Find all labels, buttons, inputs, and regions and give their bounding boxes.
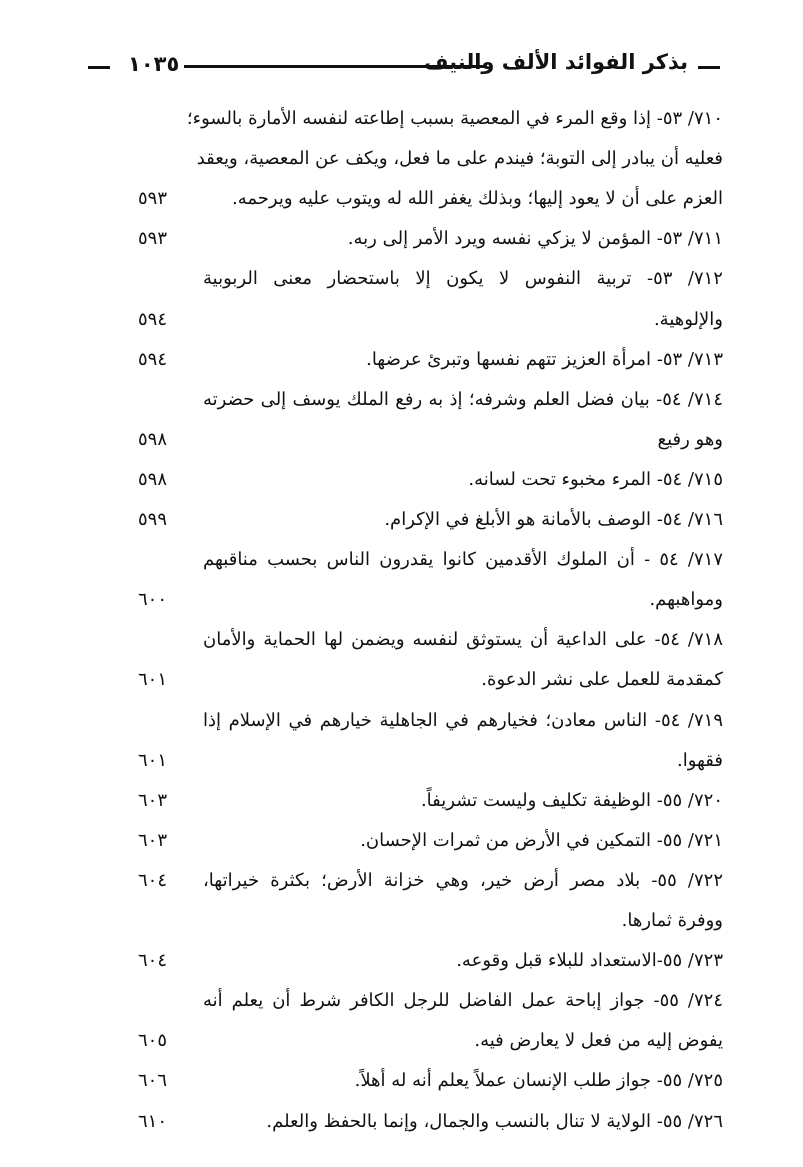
index-line [0, 1061, 803, 1101]
index-page-ref: ٥٩٨ [138, 468, 168, 490]
index-line [0, 460, 803, 500]
page-header [88, 50, 720, 80]
index-page-ref: ٦٠٦ [138, 1070, 168, 1092]
index-line-text: ٧١٨/ ٥٤- على الداعية أن يستوثق لنفسه ويضمن لها الحماية والأمان [203, 629, 723, 651]
index-line-text: ومواهبهم. [649, 589, 723, 611]
index-page-ref: ٥٩٤ [138, 348, 168, 370]
index-line-text: ٧١٦/ ٥٤- الوصف بالأمانة هو الأبلغ في الإكرام. [384, 509, 723, 530]
index-line [0, 300, 803, 340]
index-line-text: ٧١٥/ ٥٤- المرء مخبوء تحت لسانه. [468, 468, 723, 490]
index-page-ref: ٦٠٠ [138, 589, 168, 611]
index-line [0, 179, 803, 219]
index-page-ref: ٦١٠ [138, 1110, 168, 1132]
index-line [0, 1021, 803, 1061]
index-line [0, 500, 803, 540]
index-line [0, 580, 803, 620]
index-line-text: ٧٢٢/ ٥٥- بلاد مصر أرض خير، وهي خزانة الأرض؛ بكثرة خيراتها، [203, 869, 723, 891]
index-line-text: ٧١٧/ ٥٤ - أن الملوك الأقدمين كانوا يقدرون الناس بحسب مناقبهم [203, 549, 723, 571]
index-line-text: ٧٢٦/ ٥٥- الولاية لا تنال بالنسب والجمال، وإنما بالحفظ والعلم. [266, 1110, 723, 1132]
index-line [0, 139, 803, 179]
index-page-ref: ٦٠٤ [138, 869, 168, 891]
index-line [0, 660, 803, 700]
index-line [0, 99, 803, 139]
header-dash-left [88, 66, 110, 69]
index-line-text: والإلوهية. [653, 308, 723, 330]
index-line [0, 540, 803, 580]
index-line [0, 741, 803, 781]
index-page-ref: ٥٩٣ [138, 188, 168, 210]
index-line [0, 901, 803, 941]
index-line-text: ٧٢٤/ ٥٥- جواز إباحة عمل الفاضل للرجل الكافر شرط أن يعلم أنه [203, 990, 723, 1012]
index-line-text: ٧١٩/ ٥٤- الناس معادن؛ فخيارهم في الجاهلية خيارهم في الإسلام إذا [203, 709, 723, 731]
index-line [0, 259, 803, 299]
index-page-ref: ٦٠١ [138, 749, 168, 771]
index-line-text: فعليه أن يبادر إلى التوبة؛ فيندم على ما فعل، ويكف عن المعصية، ويعقد [196, 148, 723, 170]
index-line [0, 340, 803, 380]
running-title: بذكر الفوائد الألف والنيف [424, 50, 688, 74]
index-line-text: يفوض إليه من فعل لا يعارض فيه. [474, 1030, 723, 1052]
index-line [0, 861, 803, 901]
header-dash-right [698, 66, 720, 69]
index-line-text: وهو رفيع [657, 428, 723, 450]
index-line-text: كمقدمة للعمل على نشر الدعوة. [481, 669, 723, 691]
index-line-text: ٧٢٥/ ٥٥- جواز طلب الإنسان عملاً يعلم أنه له أهلاً. [354, 1070, 723, 1092]
index-page-ref: ٥٩٨ [138, 428, 168, 450]
index-line [0, 420, 803, 460]
index-line-text: ٧١١/ ٥٣- المؤمن لا يزكي نفسه ويرد الأمر إلى ربه. [347, 228, 723, 250]
index-line-text: ٧١٠/ ٥٣- إذا وقع المرء في المعصية بسبب إطاعته لنفسه الأمارة بالسوء؛ [186, 108, 723, 129]
index-line [0, 701, 803, 741]
index-line-text: العزم على أن لا يعود إليها؛ وبذلك يغفر الله له ويتوب عليه ويرحمه. [232, 188, 723, 210]
index-page-ref: ٦٠٣ [138, 829, 168, 851]
index-line [0, 981, 803, 1021]
index-page-ref: ٥٩٩ [138, 509, 168, 530]
index-line [0, 821, 803, 861]
index-line-text: ٧١٢/ ٥٣- تربية النفوس لا يكون إلا باستحضار معنى الربوبية [203, 268, 723, 290]
index-page-ref: ٦٠١ [138, 669, 168, 691]
index-line [0, 219, 803, 259]
index-line [0, 380, 803, 420]
index-line-text: ووفرة ثمارها. [621, 910, 723, 931]
index-line-text: ٧١٤/ ٥٤- بيان فضل العلم وشرفه؛ إذ به رفع الملك يوسف إلى حضرته [203, 388, 723, 410]
index-line-text: فقهوا. [676, 749, 723, 771]
index-line-text: ٧١٣/ ٥٣- امرأة العزيز تتهم نفسها وتبرئ عرضها. [366, 348, 723, 370]
index-line [0, 1102, 803, 1142]
index-page-ref: ٦٠٥ [138, 1030, 168, 1052]
page-number: ١٠٣٥ [128, 52, 180, 76]
index-line-text: ٧٢٣/ ٥٥-الاستعداد للبلاء قبل وقوعه. [456, 950, 723, 972]
index-line-text: ٧٢٠/ ٥٥- الوظيفة تكليف وليست تشريفاً. [420, 789, 723, 811]
index-page-ref: ٥٩٣ [138, 228, 168, 250]
index-page-ref: ٦٠٣ [138, 789, 168, 811]
index-page-ref: ٦٠٤ [138, 950, 168, 972]
index-line-text: ٧٢١/ ٥٥- التمكين في الأرض من ثمرات الإحسان. [360, 829, 723, 851]
index-page-ref: ٥٩٤ [138, 308, 168, 330]
index-line [0, 781, 803, 821]
index-line [0, 941, 803, 981]
index-line [0, 620, 803, 660]
